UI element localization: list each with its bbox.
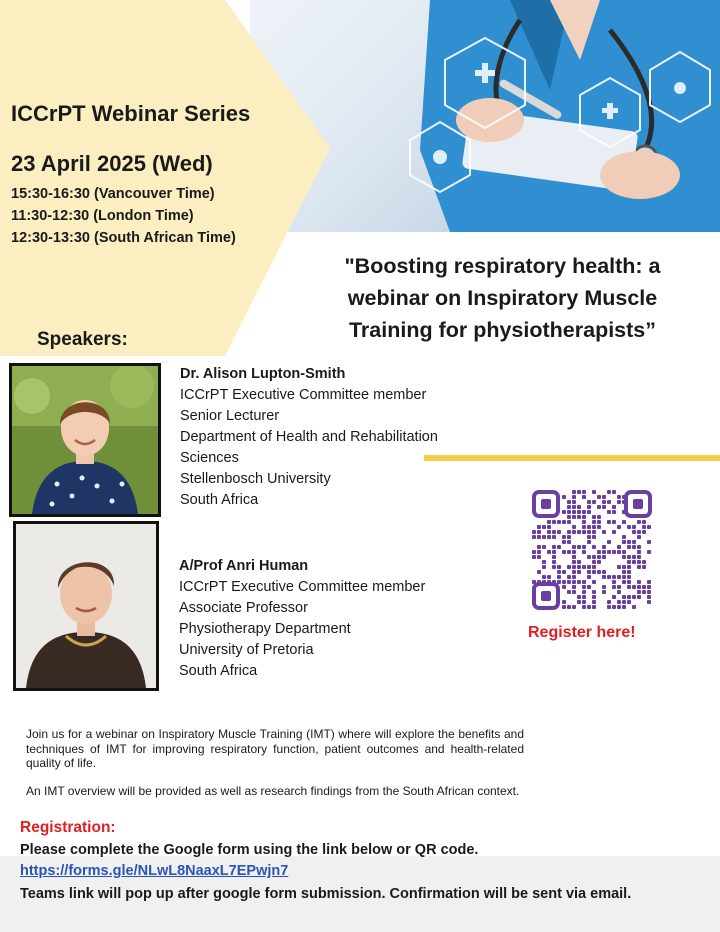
- qr-module: [582, 580, 586, 584]
- qr-module: [602, 495, 606, 499]
- qr-module: [577, 560, 581, 564]
- speaker-info-alison: [180, 364, 438, 511]
- qr-module: [597, 520, 601, 524]
- qr-module: [612, 580, 616, 584]
- speaker-affiliation-line: Stellenbosch University: [180, 471, 331, 487]
- qr-module: [542, 565, 546, 569]
- qr-module: [587, 565, 591, 569]
- qr-module: [567, 580, 571, 584]
- speakers-heading: Speakers:: [37, 329, 128, 350]
- qr-module: [557, 575, 561, 579]
- qr-module: [592, 555, 596, 559]
- qr-module: [592, 520, 596, 524]
- qr-module: [602, 505, 606, 509]
- qr-module: [642, 585, 646, 589]
- qr-module: [567, 530, 571, 534]
- qr-module: [582, 510, 586, 514]
- qr-module: [582, 530, 586, 534]
- qr-module: [542, 560, 546, 564]
- qr-module: [547, 580, 551, 584]
- qr-module: [627, 525, 631, 529]
- qr-module: [627, 580, 631, 584]
- qr-module: [612, 575, 616, 579]
- qr-module: [612, 595, 616, 599]
- qr-module: [617, 545, 621, 549]
- qr-module: [552, 530, 556, 534]
- qr-module: [587, 585, 591, 589]
- qr-module: [532, 580, 536, 584]
- speaker-affiliation-line: ICCrPT Executive Committee member: [179, 579, 426, 595]
- qr-module: [597, 560, 601, 564]
- qr-module: [617, 500, 621, 504]
- qr-module: [637, 560, 641, 564]
- qr-module: [592, 565, 596, 569]
- qr-module: [622, 555, 626, 559]
- qr-module: [587, 540, 591, 544]
- qr-module: [572, 530, 576, 534]
- qr-module: [582, 495, 586, 499]
- qr-module: [532, 550, 536, 554]
- gold-divider: [424, 455, 720, 461]
- qr-module: [602, 555, 606, 559]
- qr-module: [617, 605, 621, 609]
- qr-module: [607, 510, 611, 514]
- qr-module: [547, 530, 551, 534]
- event-date: 23 April 2025 (Wed): [11, 151, 213, 176]
- qr-module: [612, 530, 616, 534]
- qr-module: [587, 505, 591, 509]
- qr-module: [567, 510, 571, 514]
- qr-module: [637, 535, 641, 539]
- qr-module: [647, 595, 651, 599]
- qr-module: [617, 590, 621, 594]
- qr-module: [647, 585, 651, 589]
- registration-heading: Registration:: [20, 819, 116, 836]
- qr-module: [537, 535, 541, 539]
- qr-module: [542, 575, 546, 579]
- qr-module: [572, 495, 576, 499]
- registration-note: Teams link will pop up after google form submission. Confirmation will be sent via email.: [20, 886, 632, 902]
- qr-module: [627, 585, 631, 589]
- qr-module: [587, 605, 591, 609]
- qr-module: [622, 535, 626, 539]
- speaker-affiliation-line: Senior Lecturer: [180, 408, 280, 424]
- time-south-africa: 12:30-13:30 (South African Time): [11, 230, 236, 246]
- qr-module: [537, 550, 541, 554]
- qr-module: [592, 545, 596, 549]
- qr-module: [532, 555, 536, 559]
- qr-module: [577, 530, 581, 534]
- qr-module: [587, 555, 591, 559]
- qr-module: [567, 500, 571, 504]
- qr-module: [567, 590, 571, 594]
- webinar-title-line: "Boosting respiratory health: a: [344, 254, 661, 278]
- qr-module: [622, 580, 626, 584]
- registration-qr-code[interactable]: [530, 488, 654, 612]
- qr-module: [577, 510, 581, 514]
- qr-module: [557, 520, 561, 524]
- qr-module: [612, 505, 616, 509]
- header-banner: [0, 0, 330, 356]
- qr-module: [547, 535, 551, 539]
- qr-module: [587, 530, 591, 534]
- qr-module: [602, 575, 606, 579]
- qr-module: [562, 585, 566, 589]
- qr-module: [597, 550, 601, 554]
- speaker-affiliation-line: Department of Health and Rehabilitation: [180, 429, 438, 445]
- registration-form-link[interactable]: https://forms.gle/NLwL8NaaxL7EPwjn7: [20, 863, 289, 879]
- qr-module: [627, 575, 631, 579]
- qr-module: [582, 550, 586, 554]
- qr-module: [627, 595, 631, 599]
- qr-module: [607, 540, 611, 544]
- qr-module: [582, 600, 586, 604]
- qr-module: [622, 510, 626, 514]
- qr-module: [552, 580, 556, 584]
- qr-module: [572, 605, 576, 609]
- qr-module: [647, 590, 651, 594]
- qr-module: [577, 595, 581, 599]
- qr-module: [582, 515, 586, 519]
- qr-module: [592, 600, 596, 604]
- qr-module: [597, 525, 601, 529]
- qr-module: [632, 560, 636, 564]
- qr-module: [552, 565, 556, 569]
- speaker-affiliation-line: Physiotherapy Department: [179, 621, 351, 637]
- qr-module: [632, 530, 636, 534]
- qr-module: [637, 595, 641, 599]
- speaker-affiliation-line: Sciences: [180, 450, 239, 466]
- qr-module: [612, 520, 616, 524]
- qr-module: [572, 555, 576, 559]
- qr-module: [562, 570, 566, 574]
- qr-module: [592, 490, 596, 494]
- qr-module: [552, 535, 556, 539]
- time-london: 11:30-12:30 (London Time): [11, 208, 194, 224]
- qr-module: [537, 570, 541, 574]
- qr-module: [567, 575, 571, 579]
- qr-module: [607, 490, 611, 494]
- qr-module: [572, 505, 576, 509]
- qr-module: [622, 605, 626, 609]
- qr-module: [617, 600, 621, 604]
- qr-module: [617, 565, 621, 569]
- qr-module: [597, 515, 601, 519]
- qr-module: [602, 545, 606, 549]
- qr-module: [637, 565, 641, 569]
- qr-module: [602, 530, 606, 534]
- qr-module: [577, 600, 581, 604]
- qr-module: [552, 560, 556, 564]
- qr-module: [572, 525, 576, 529]
- qr-module: [597, 495, 601, 499]
- qr-module: [557, 530, 561, 534]
- qr-module: [572, 545, 576, 549]
- qr-module: [622, 540, 626, 544]
- qr-module: [597, 570, 601, 574]
- qr-module: [617, 495, 621, 499]
- qr-module: [642, 525, 646, 529]
- qr-module: [567, 515, 571, 519]
- qr-module: [627, 565, 631, 569]
- qr-module: [542, 545, 546, 549]
- qr-module: [552, 550, 556, 554]
- qr-module: [537, 545, 541, 549]
- qr-module: [632, 525, 636, 529]
- qr-module: [557, 565, 561, 569]
- qr-module: [547, 520, 551, 524]
- qr-module: [582, 490, 586, 494]
- qr-module: [562, 540, 566, 544]
- qr-module: [647, 550, 651, 554]
- qr-module: [632, 605, 636, 609]
- qr-module: [572, 590, 576, 594]
- qr-module: [627, 555, 631, 559]
- speaker-photo-anri: [13, 521, 159, 691]
- qr-module: [542, 525, 546, 529]
- qr-module: [607, 520, 611, 524]
- qr-module: [572, 580, 576, 584]
- qr-module: [587, 510, 591, 514]
- qr-module: [587, 535, 591, 539]
- qr-module: [622, 600, 626, 604]
- qr-module: [547, 550, 551, 554]
- qr-module: [612, 605, 616, 609]
- qr-module: [632, 595, 636, 599]
- register-here-label[interactable]: Register here!: [528, 624, 636, 641]
- registration-instruction: Please complete the Google form using the link below or QR code.: [20, 842, 479, 858]
- qr-module: [532, 530, 536, 534]
- qr-module: [592, 530, 596, 534]
- qr-module: [637, 550, 641, 554]
- qr-module: [647, 580, 651, 584]
- qr-module: [577, 570, 581, 574]
- qr-module: [562, 600, 566, 604]
- qr-module: [627, 540, 631, 544]
- qr-module: [567, 535, 571, 539]
- qr-module: [582, 590, 586, 594]
- qr-module: [592, 560, 596, 564]
- qr-module: [617, 575, 621, 579]
- qr-module: [572, 585, 576, 589]
- qr-module: [537, 580, 541, 584]
- qr-module: [547, 575, 551, 579]
- qr-module: [582, 565, 586, 569]
- qr-module: [572, 515, 576, 519]
- qr-module: [622, 570, 626, 574]
- qr-module: [617, 525, 621, 529]
- qr-module: [577, 505, 581, 509]
- qr-module: [577, 490, 581, 494]
- qr-module: [582, 605, 586, 609]
- speaker-name: A/Prof Anri Human: [179, 558, 309, 574]
- qr-module: [632, 555, 636, 559]
- qr-module: [602, 570, 606, 574]
- qr-module: [582, 595, 586, 599]
- qr-module: [592, 570, 596, 574]
- qr-module: [557, 570, 561, 574]
- qr-module: [542, 535, 546, 539]
- speaker-name: Dr. Alison Lupton-Smith: [180, 366, 346, 382]
- qr-module: [592, 590, 596, 594]
- qr-module: [642, 560, 646, 564]
- qr-module: [572, 560, 576, 564]
- qr-module: [632, 585, 636, 589]
- qr-module: [622, 575, 626, 579]
- qr-module: [607, 575, 611, 579]
- qr-module: [552, 555, 556, 559]
- qr-module: [637, 555, 641, 559]
- qr-module: [562, 605, 566, 609]
- speaker-photo-alison: [9, 363, 161, 517]
- speaker-info-anri: [179, 556, 425, 682]
- qr-module: [637, 580, 641, 584]
- qr-module: [627, 560, 631, 564]
- qr-module: [592, 605, 596, 609]
- qr-module: [567, 540, 571, 544]
- qr-module: [577, 580, 581, 584]
- qr-module: [587, 575, 591, 579]
- qr-module: [607, 500, 611, 504]
- qr-module: [597, 555, 601, 559]
- series-title: ICCrPT Webinar Series: [11, 101, 251, 126]
- qr-module: [647, 540, 651, 544]
- qr-module: [622, 565, 626, 569]
- qr-module: [612, 585, 616, 589]
- qr-module: [607, 605, 611, 609]
- qr-module: [562, 535, 566, 539]
- qr-module: [622, 495, 626, 499]
- qr-module: [642, 530, 646, 534]
- qr-module: [557, 580, 561, 584]
- qr-module: [562, 510, 566, 514]
- qr-module: [642, 565, 646, 569]
- qr-module: [572, 570, 576, 574]
- qr-module: [592, 595, 596, 599]
- qr-module: [542, 580, 546, 584]
- qr-module: [637, 545, 641, 549]
- qr-module: [567, 565, 571, 569]
- qr-module: [562, 550, 566, 554]
- qr-module: [562, 580, 566, 584]
- speaker-affiliation-line: South Africa: [179, 663, 258, 679]
- qr-module: [612, 510, 616, 514]
- qr-module: [582, 585, 586, 589]
- qr-module: [632, 545, 636, 549]
- qr-module: [587, 500, 591, 504]
- qr-module: [592, 525, 596, 529]
- qr-module: [617, 585, 621, 589]
- qr-module: [592, 515, 596, 519]
- qr-module: [622, 550, 626, 554]
- qr-module: [572, 500, 576, 504]
- qr-module: [592, 580, 596, 584]
- qr-module: [572, 550, 576, 554]
- qr-module: [552, 520, 556, 524]
- qr-module: [602, 585, 606, 589]
- qr-module: [572, 565, 576, 569]
- about-paragraph-2: An IMT overview will be provided as well as research findings from the South African context.: [26, 784, 520, 798]
- qr-module: [577, 515, 581, 519]
- qr-module: [627, 570, 631, 574]
- qr-module: [627, 600, 631, 604]
- qr-module: [552, 545, 556, 549]
- speaker-affiliation-line: Associate Professor: [179, 600, 308, 616]
- qr-module: [582, 525, 586, 529]
- webinar-title-line: webinar on Inspiratory Muscle: [347, 286, 658, 310]
- qr-module: [537, 555, 541, 559]
- qr-module: [572, 490, 576, 494]
- qr-module: [647, 600, 651, 604]
- webinar-title-line: Training for physiotherapists”: [348, 318, 656, 342]
- qr-module: [592, 535, 596, 539]
- qr-module: [612, 550, 616, 554]
- speaker-affiliation-line: ICCrPT Executive Committee member: [180, 387, 427, 403]
- qr-module: [567, 505, 571, 509]
- qr-module: [607, 600, 611, 604]
- qr-module: [607, 550, 611, 554]
- qr-module: [562, 495, 566, 499]
- speaker-affiliation-line: University of Pretoria: [179, 642, 314, 658]
- qr-module: [632, 540, 636, 544]
- qr-module: [532, 535, 536, 539]
- qr-module: [602, 500, 606, 504]
- qr-module: [637, 530, 641, 534]
- qr-module: [612, 490, 616, 494]
- qr-module: [557, 545, 561, 549]
- qr-module: [582, 520, 586, 524]
- qr-module: [597, 505, 601, 509]
- qr-module: [627, 545, 631, 549]
- qr-module: [617, 550, 621, 554]
- about-paragraph-1: Join us for a webinar on Inspiratory Muscle Training (IMT) where will explore the benefits and techniques of IMT for improving respiratory function, patient outcomes and health-related quality of life.: [26, 727, 524, 770]
- qr-module: [567, 550, 571, 554]
- qr-module: [547, 525, 551, 529]
- qr-module: [537, 525, 541, 529]
- qr-module: [637, 585, 641, 589]
- qr-module: [567, 605, 571, 609]
- qr-module: [647, 525, 651, 529]
- qr-module: [582, 545, 586, 549]
- qr-module: [637, 590, 641, 594]
- qr-module: [642, 590, 646, 594]
- qr-module: [587, 570, 591, 574]
- qr-module: [592, 500, 596, 504]
- qr-module: [567, 520, 571, 524]
- qr-module: [622, 595, 626, 599]
- qr-module: [637, 520, 641, 524]
- qr-module: [602, 550, 606, 554]
- qr-module: [537, 530, 541, 534]
- qr-module: [587, 525, 591, 529]
- qr-module: [572, 575, 576, 579]
- time-vancouver: 15:30-16:30 (Vancouver Time): [11, 186, 215, 202]
- qr-module: [577, 545, 581, 549]
- speaker-affiliation-line: South Africa: [180, 492, 259, 508]
- qr-module: [577, 565, 581, 569]
- qr-module: [572, 510, 576, 514]
- qr-module: [602, 590, 606, 594]
- qr-module: [622, 500, 626, 504]
- qr-module: [562, 520, 566, 524]
- qr-module: [622, 520, 626, 524]
- qr-module: [642, 520, 646, 524]
- webinar-title: [300, 250, 705, 346]
